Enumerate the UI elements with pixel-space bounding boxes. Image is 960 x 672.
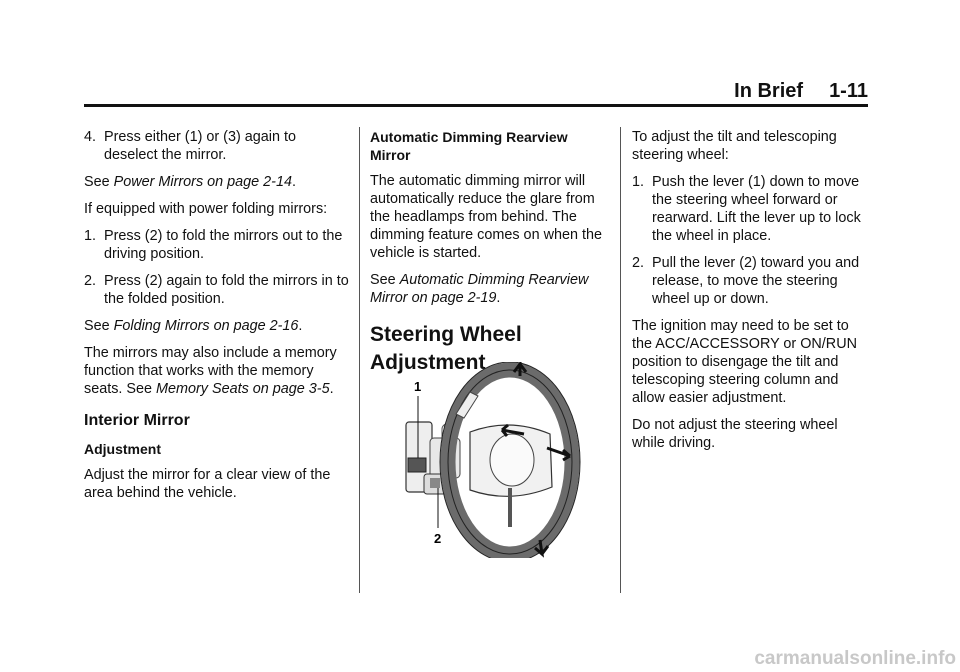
lever-2-button-shape bbox=[430, 478, 440, 488]
memory-text: The mirrors may also include a memory function that works with the memory seats. See bbox=[84, 345, 337, 397]
header-rule bbox=[84, 104, 868, 107]
lever-1-shape bbox=[408, 458, 426, 472]
cross-reference-link[interactable]: Folding Mirrors on page 2-16 bbox=[113, 318, 299, 334]
period: . bbox=[496, 290, 501, 306]
callout-label-2: 2 bbox=[434, 531, 442, 546]
cross-reference-link[interactable]: Memory Seats on page 3-5 bbox=[156, 381, 330, 397]
list-text: Press (2) again to fold the mirrors in to the folded position. bbox=[104, 273, 349, 307]
list-item bbox=[84, 227, 349, 263]
cross-reference-link[interactable]: Power Mirrors on page 2-14 bbox=[113, 174, 292, 190]
list-item bbox=[84, 128, 349, 164]
airbag-cover-shape bbox=[490, 434, 534, 486]
section-title: In Brief bbox=[734, 80, 804, 102]
list-item bbox=[84, 272, 349, 308]
cross-reference-link[interactable]: Automatic Dimming Rearview Mirror on page 2-19 bbox=[370, 272, 589, 306]
column-2 bbox=[370, 128, 610, 385]
see-prefix: See bbox=[84, 318, 114, 334]
list-number: 4. bbox=[84, 129, 97, 145]
column-divider bbox=[620, 127, 621, 593]
column-3 bbox=[632, 128, 872, 461]
list-number: 1. bbox=[84, 228, 97, 244]
see-prefix: See bbox=[370, 272, 400, 288]
list-number: 2. bbox=[632, 255, 645, 271]
callout-label-1: 1 bbox=[414, 379, 422, 394]
list-text: Push the lever (1) down to move the steering wheel forward or rearward. Lift the lever up to lock the wheel in place. bbox=[652, 174, 861, 244]
list-item bbox=[632, 173, 872, 245]
page-number: 1-11 bbox=[829, 80, 868, 102]
paragraph: The automatic dimming mirror will automatically reduce the glare from the headlamps from behind. The dimming feature comes on when the vehicle is started. bbox=[370, 173, 602, 261]
list-text: Press either (1) or (3) again to deselect the mirror. bbox=[104, 129, 296, 163]
list-number: 1. bbox=[632, 174, 645, 190]
column-1 bbox=[84, 128, 349, 511]
section-heading: Steering Wheel Adjustment bbox=[370, 323, 522, 374]
period: . bbox=[298, 318, 303, 334]
paragraph: The ignition may need to be set to the ACC/ACCESSORY or ON/RUN position to disengage the tilt and telescoping steering column and allow easier adjustment. bbox=[632, 318, 857, 406]
section-heading: Interior Mirror bbox=[84, 412, 190, 429]
paragraph bbox=[84, 344, 349, 398]
list-text: Pull the lever (2) toward you and release, to move the steering wheel up or down. bbox=[652, 255, 860, 307]
subsection-heading: Adjustment bbox=[84, 441, 161, 457]
period: . bbox=[291, 174, 296, 190]
see-reference bbox=[84, 317, 349, 335]
see-prefix: See bbox=[84, 174, 114, 190]
watermark: carmanualsonline.info bbox=[754, 648, 956, 669]
see-reference bbox=[370, 271, 610, 307]
steering-wheel-diagram-icon bbox=[392, 362, 582, 558]
list-number: 2. bbox=[84, 273, 97, 289]
paragraph: Adjust the mirror for a clear view of the area behind the vehicle. bbox=[84, 467, 331, 501]
page-header bbox=[734, 80, 868, 103]
paragraph: If equipped with power folding mirrors: bbox=[84, 201, 328, 217]
subsection-heading: Automatic Dimming Rearview Mirror bbox=[370, 129, 568, 163]
column-divider bbox=[359, 127, 360, 593]
period: . bbox=[329, 381, 334, 397]
paragraph: To adjust the tilt and telescoping steering wheel: bbox=[632, 129, 837, 163]
see-reference bbox=[84, 173, 349, 191]
paragraph: Do not adjust the steering wheel while driving. bbox=[632, 417, 838, 451]
list-item bbox=[632, 254, 872, 308]
list-text: Press (2) to fold the mirrors out to the driving position. bbox=[104, 228, 343, 262]
